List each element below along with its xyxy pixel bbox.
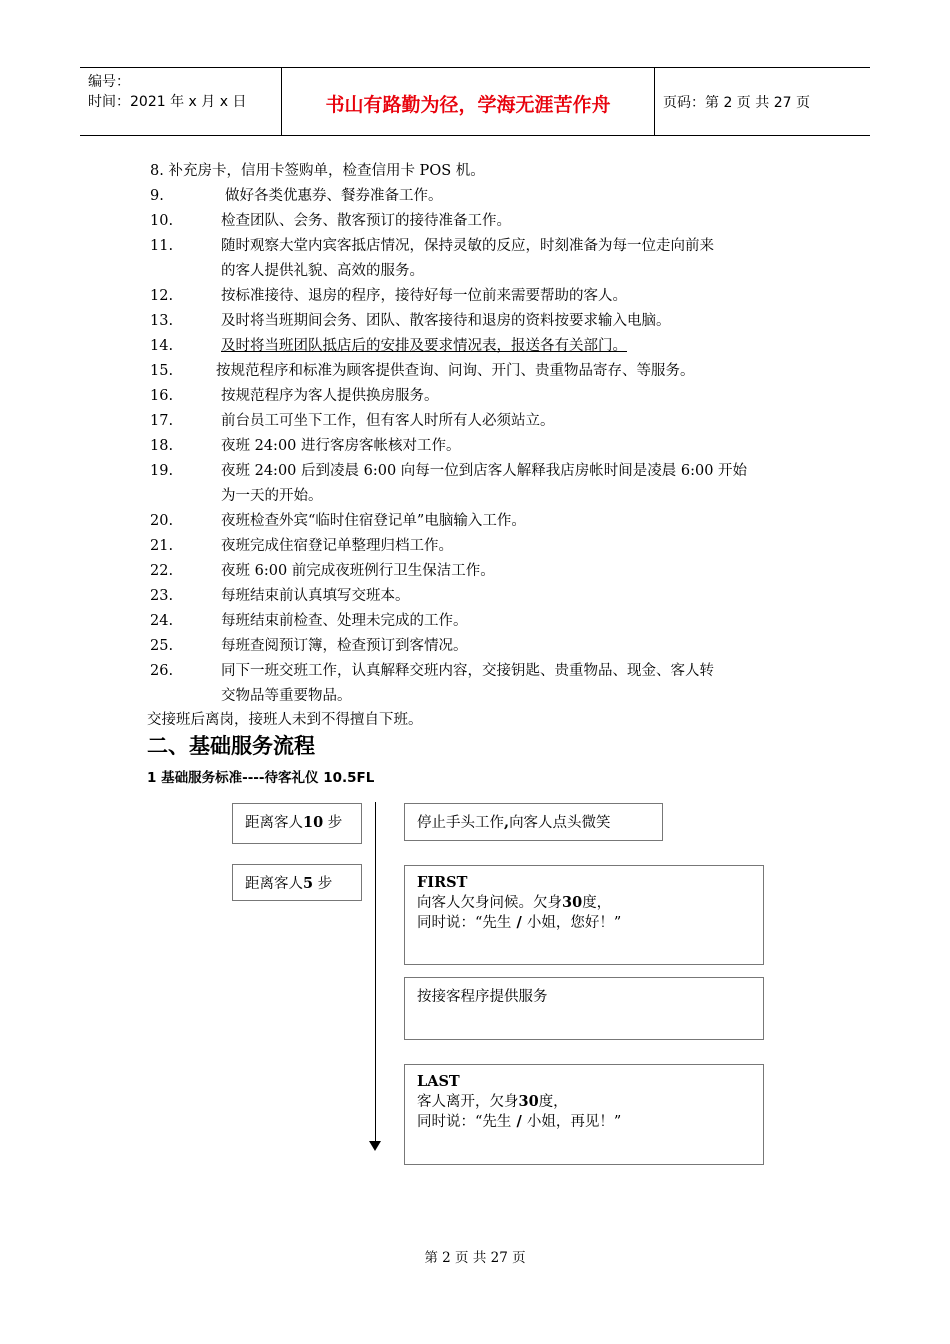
header-divider-right xyxy=(654,67,655,136)
list-item-number: 21. xyxy=(150,538,174,554)
timeline-axis xyxy=(375,802,376,1142)
list-item-text: 及时将当班团队抵店后的安排及要求情况表，报送各有关部门。 xyxy=(221,338,627,354)
list-item-text: 同下一班交班工作，认真解释交班内容，交接钥匙、贵重物品、现金、客人转 xyxy=(221,663,714,679)
list-item-number: 8. xyxy=(150,163,164,179)
list-item-text: 每班结束前认真填写交班本。 xyxy=(221,588,410,604)
page-footer: 第 2 页 共 27 页 xyxy=(424,1250,526,1266)
distance-5-box: 距离客人5 步 xyxy=(232,864,362,901)
list-item-text: 前台员工可坐下工作，但有客人时所有人必须站立。 xyxy=(221,413,555,429)
subsection-title: 1 基础服务标准----待客礼仪 10.5FL xyxy=(147,770,375,786)
list-item-number: 18. xyxy=(150,438,174,454)
list-item-text: 夜班 24:00 后到凌晨 6:00 向每一位到店客人解释我店房帐时间是凌晨 6:00 开始 xyxy=(221,463,748,479)
list-item-text: 检查团队、会务、散客预订的接待准备工作。 xyxy=(221,213,511,229)
list-item-number: 16. xyxy=(150,388,174,404)
list-item-text-continued: 为一天的开始。 xyxy=(221,488,323,504)
list-item-number: 19. xyxy=(150,463,174,479)
list-item-text: 随时观察大堂内宾客抵店情况，保持灵敏的反应，时刻准备为每一位走向前来 xyxy=(221,238,714,254)
list-item-text: 补充房卡，信用卡签购单，检查信用卡 POS 机。 xyxy=(168,163,485,179)
list-item-number: 12. xyxy=(150,288,174,304)
first-greeting-step: FIRST 向客人欠身问候。欠身30度， 同时说：“先生 / 小姐，您好！” xyxy=(404,865,764,965)
list-item-number: 22. xyxy=(150,563,174,579)
list-item-text: 按规范程序和标准为顾客提供查询、问询、开门、贵重物品寄存、等服务。 xyxy=(216,363,695,379)
first-title: FIRST xyxy=(417,874,468,891)
list-item-number: 25. xyxy=(150,638,174,654)
list-item-text: 按标准接待、退房的程序，接待好每一位前来需要帮助的客人。 xyxy=(221,288,627,304)
distance-10-box: 距离客人10 步 xyxy=(232,803,362,844)
list-item-number: 23. xyxy=(150,588,174,604)
list-item-text: 做好各类优惠券、餐券准备工作。 xyxy=(225,188,443,204)
list-item-number: 11. xyxy=(150,238,174,254)
header-code: 编号： xyxy=(88,74,130,90)
list-item-text: 夜班完成住宿登记单整理归档工作。 xyxy=(221,538,453,554)
timeline-arrow-icon xyxy=(369,1141,381,1151)
list-item-number: 26. xyxy=(150,663,174,679)
list-item-number: 17. xyxy=(150,413,174,429)
list-item-number: 9. xyxy=(150,188,164,204)
list-item-number: 13. xyxy=(150,313,174,329)
list-item-number: 15. xyxy=(150,363,174,379)
header-top-rule xyxy=(80,67,870,68)
list-item-text: 夜班检查外宾“临时住宿登记单”电脑输入工作。 xyxy=(221,513,526,529)
reception-procedure-step: 按接客程序提供服务 xyxy=(404,977,764,1040)
header-bottom-rule xyxy=(80,135,870,136)
list-item-number: 14. xyxy=(150,338,174,354)
list-item-text: 夜班 6:00 前完成夜班例行卫生保洁工作。 xyxy=(221,563,495,579)
list-item-text-continued: 的客人提供礼貌、高效的服务。 xyxy=(221,263,424,279)
header-divider-left xyxy=(281,67,282,136)
header-time: 时间：2021 年 x 月 x 日 xyxy=(88,94,247,110)
list-item-text: 按规范程序为客人提供换房服务。 xyxy=(221,388,439,404)
list-item-text: 每班查阅预订簿，检查预订到客情况。 xyxy=(221,638,468,654)
list-item-text-continued: 交物品等重要物品。 xyxy=(221,688,352,704)
last-farewell-step: LAST 客人离开，欠身30度， 同时说：“先生 / 小姐，再见！” xyxy=(404,1064,764,1165)
list-item-number: 20. xyxy=(150,513,174,529)
header-meta xyxy=(88,72,246,112)
list-item-text: 每班结束前检查、处理未完成的工作。 xyxy=(221,613,468,629)
header-motto: 书山有路勤为径，学海无涯苦作舟 xyxy=(325,94,611,116)
list-item-text: 夜班 24:00 进行客房客帐核对工作。 xyxy=(221,438,461,454)
last-title: LAST xyxy=(417,1073,460,1090)
stop-work-step: 停止手头工作,向客人点头微笑 xyxy=(404,803,663,841)
section-title: 二、基础服务流程 xyxy=(147,734,315,758)
list-item-number: 24. xyxy=(150,613,174,629)
list-item-number: 10. xyxy=(150,213,174,229)
list-item-text: 及时将当班期间会务、团队、散客接待和退房的资料按要求输入电脑。 xyxy=(221,313,671,329)
header-page-info: 页码：第 2 页 共 27 页 xyxy=(663,95,810,111)
